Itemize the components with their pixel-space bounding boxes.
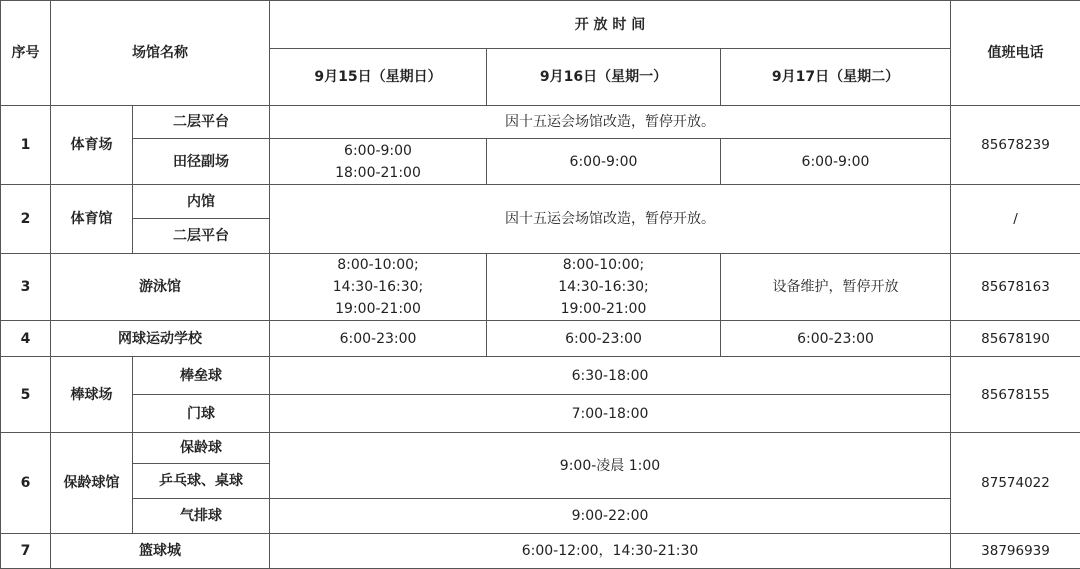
time-line: 6:00-9:00 [270,140,486,162]
venue-cell: 游泳馆 [51,254,270,321]
seq-cell: 2 [1,185,51,254]
phone-cell: / [951,185,1080,254]
time-line: 18:00-21:00 [270,162,486,184]
header-date-3: 9月17日（星期二） [721,49,951,106]
header-date-1: 9月15日（星期日） [270,49,487,106]
sub-venue-cell: 气排球 [133,499,270,534]
seq-cell: 1 [1,106,51,185]
closure-note: 设备维护，暂停开放 [721,254,951,321]
time-cell: 6:00-12:00，14:30-21:30 [270,534,951,569]
phone-cell: 38796939 [951,534,1080,569]
time-cell: 7:00-18:00 [270,395,951,433]
sub-venue-cell: 门球 [133,395,270,433]
sub-venue-cell: 棒垒球 [133,357,270,395]
header-seq: 序号 [1,1,51,106]
sub-venue-cell: 内馆 [133,185,270,219]
header-venue: 场馆名称 [51,1,270,106]
seq-cell: 7 [1,534,51,569]
sub-venue-cell: 乒乓球、桌球 [133,464,270,499]
phone-cell: 85678239 [951,106,1080,185]
time-cell: 6:00-9:00 [721,139,951,185]
time-line: 8:00-10:00; [487,254,720,276]
sub-venue-cell: 田径副场 [133,139,270,185]
closure-note: 因十五运会场馆改造，暂停开放。 [270,106,951,139]
venue-cell: 网球运动学校 [51,321,270,357]
header-phone: 值班电话 [951,1,1080,106]
time-line: 8:00-10:00; [270,254,486,276]
seq-cell: 5 [1,357,51,433]
time-cell: 9:00-22:00 [270,499,951,534]
time-cell [270,254,487,321]
phone-cell: 87574022 [951,433,1080,534]
sub-venue-cell: 二层平台 [133,106,270,139]
seq-cell: 6 [1,433,51,534]
sub-venue-cell: 保龄球 [133,433,270,464]
time-line: 14:30-16:30; [487,276,720,298]
phone-cell: 85678163 [951,254,1080,321]
time-cell [487,254,721,321]
seq-cell: 3 [1,254,51,321]
time-cell: 6:00-23:00 [270,321,487,357]
venue-cell: 保龄球馆 [51,433,133,534]
time-line: 19:00-21:00 [487,298,720,320]
time-cell: 6:00-9:00 [487,139,721,185]
seq-cell: 4 [1,321,51,357]
closure-note: 因十五运会场馆改造，暂停开放。 [270,185,951,254]
time-line: 19:00-21:00 [270,298,486,320]
time-cell: 6:00-23:00 [487,321,721,357]
venue-cell: 棒球场 [51,357,133,433]
venue-cell: 篮球城 [51,534,270,569]
header-date-2: 9月16日（星期一） [487,49,721,106]
venue-cell: 体育场 [51,106,133,185]
time-cell: 9:00-凌晨 1:00 [270,433,951,499]
phone-cell: 85678155 [951,357,1080,433]
time-cell: 6:00-23:00 [721,321,951,357]
phone-cell: 85678190 [951,321,1080,357]
time-line: 14:30-16:30; [270,276,486,298]
venue-cell: 体育馆 [51,185,133,254]
time-cell [270,139,487,185]
sub-venue-cell: 二层平台 [133,219,270,254]
header-open-time: 开 放 时 间 [270,1,951,49]
time-cell: 6:30-18:00 [270,357,951,395]
